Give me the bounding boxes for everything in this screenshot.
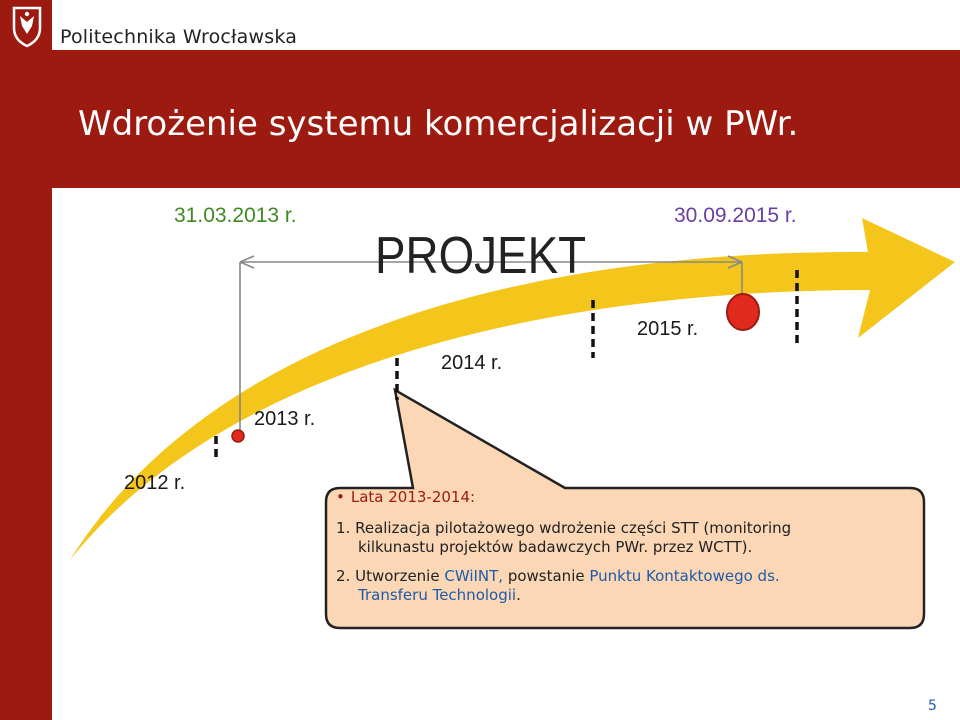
year-label-2012: 2012 r. xyxy=(124,472,186,494)
project-start-date: 31.03.2013 r. xyxy=(174,204,297,227)
callout-content xyxy=(336,488,916,615)
callout-heading: • Lata 2013-2014: xyxy=(336,488,476,506)
project-label: PROJEKT xyxy=(375,227,587,285)
end-dot xyxy=(727,294,759,330)
year-label-2015: 2015 r. xyxy=(637,318,699,340)
bullet-icon: • xyxy=(336,488,345,506)
slide-title: Wdrożenie systemu komercjalizacji w PWr. xyxy=(78,104,799,144)
callout-item-2: 2. Utworzenie CWiINT, powstanie Punktu Kontaktowego ds. Transferu Technologii. xyxy=(336,567,780,604)
year-label-2014: 2014 r. xyxy=(441,352,503,374)
university-name: Politechnika Wrocławska xyxy=(60,26,298,48)
year-label-2013: 2013 r. xyxy=(254,408,316,430)
project-end-date: 30.09.2015 r. xyxy=(674,204,797,227)
page-number: 5 xyxy=(928,698,937,714)
start-dot xyxy=(232,430,244,442)
callout-item-1: 1. Realizacja pilotażowego wdrożenie części STT (monitoring kilkunastu projektów badawczych PWr. przez WCTT). xyxy=(336,519,792,556)
